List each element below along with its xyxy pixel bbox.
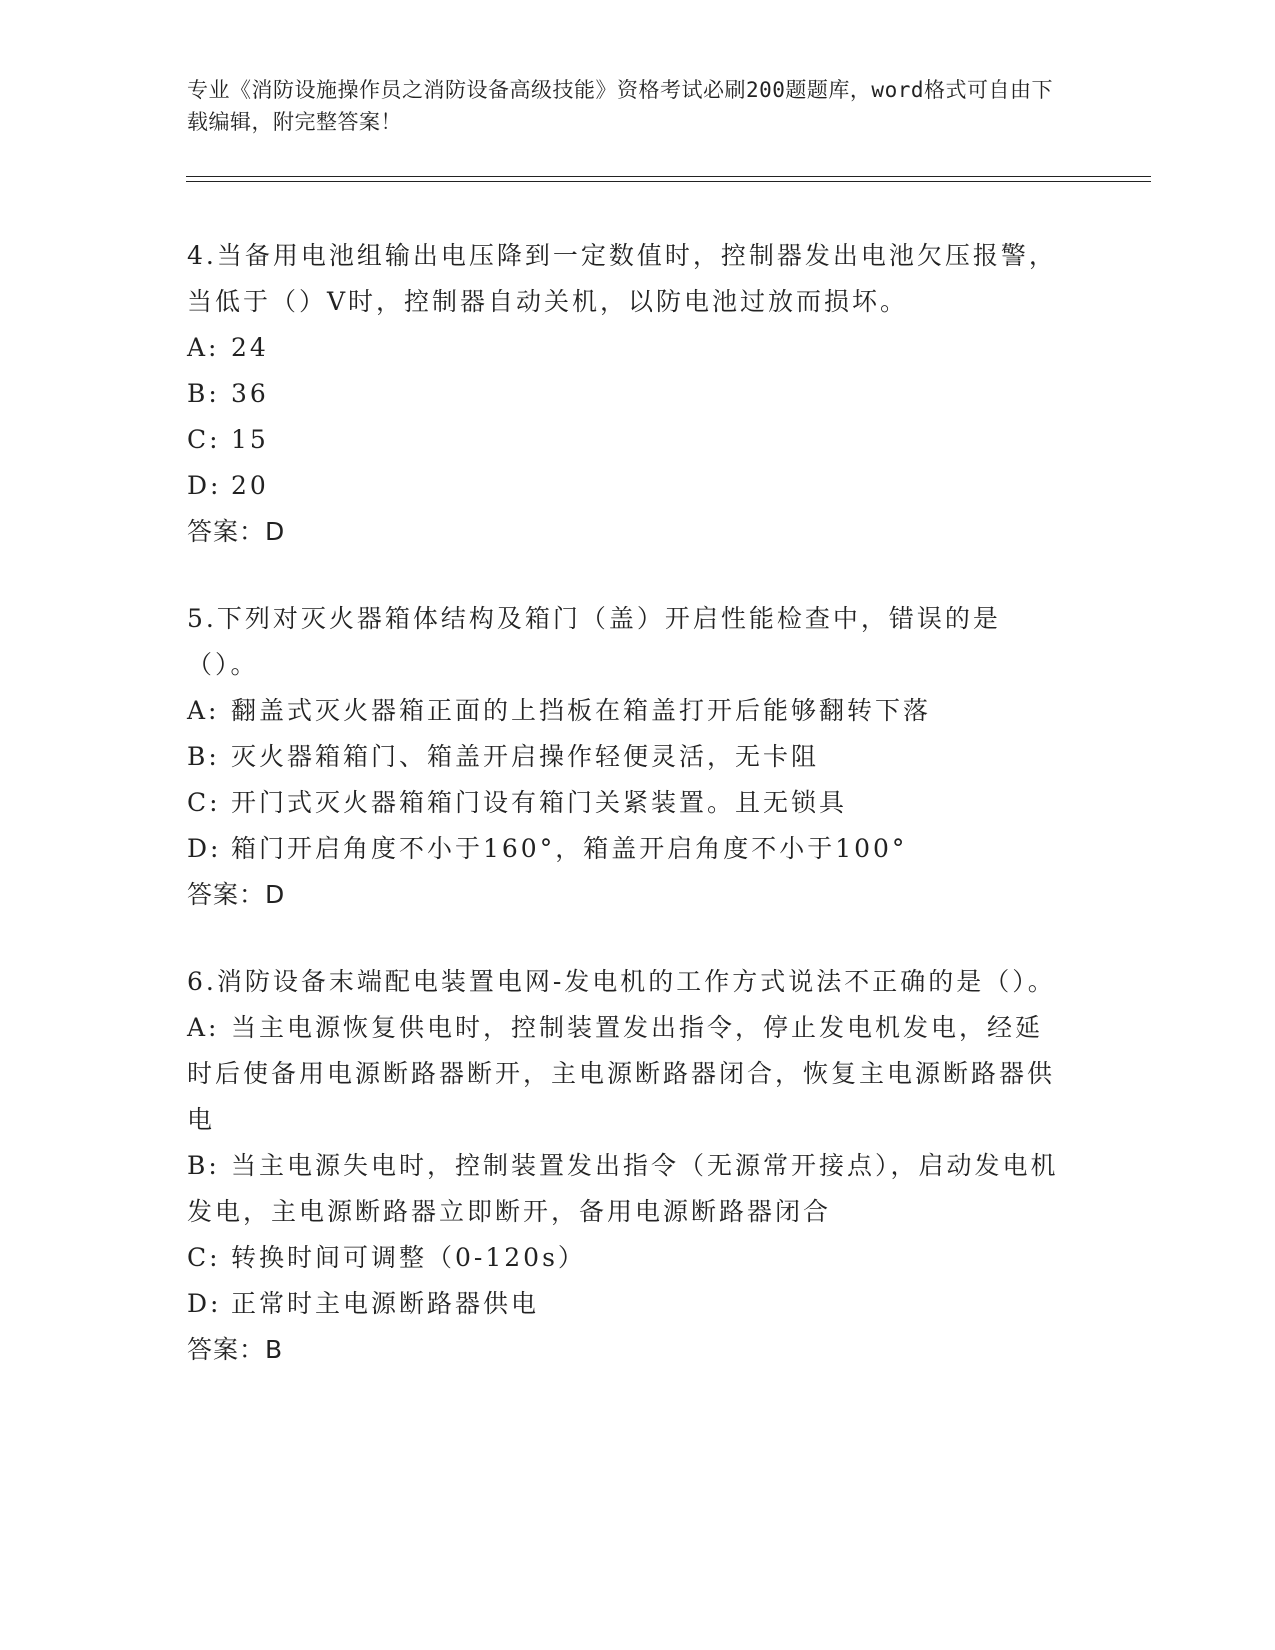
option-text: 转换时间可调整（0-120s） <box>231 1243 586 1272</box>
option-d <box>187 1281 1067 1327</box>
option-text: 36 <box>231 379 269 408</box>
document-header: 专业《消防设施操作员之消防设备高级技能》资格考试必刷200题题库，word格式可自由下载编辑，附完整答案！ <box>187 78 1053 134</box>
option-letter: C: <box>187 1243 221 1272</box>
option-letter: D: <box>187 834 222 863</box>
option-text: 20 <box>231 471 269 500</box>
header-divider-bottom <box>186 181 1151 182</box>
answer-line: 答案：B <box>187 1335 284 1364</box>
option-letter: A: <box>187 1013 220 1042</box>
header-divider-top <box>186 176 1151 177</box>
option-text: 正常时主电源断路器供电 <box>231 1289 540 1318</box>
option-b <box>187 1143 1067 1235</box>
option-c <box>187 780 1067 826</box>
question-stem: 5.下列对灭火器箱体结构及箱门（盖）开启性能检查中，错误的是（）。 <box>187 604 1001 679</box>
option-letter: B: <box>187 742 220 771</box>
option-d <box>187 463 1067 509</box>
option-c <box>187 1235 1067 1281</box>
option-a <box>187 688 1067 734</box>
option-letter: D: <box>187 471 222 500</box>
option-letter: D: <box>187 1289 222 1318</box>
option-text: 24 <box>231 333 269 362</box>
option-text: 当主电源失电时，控制装置发出指令（无源常开接点），启动发电机发电，主电源断路器立即断开，备用电源断路器闭合 <box>187 1151 1059 1226</box>
answer-line: 答案：D <box>187 517 286 546</box>
option-text: 开门式灭火器箱箱门设有箱门关紧装置。且无锁具 <box>231 788 848 817</box>
option-letter: B: <box>187 1151 220 1180</box>
option-a <box>187 325 1067 371</box>
option-text: 当主电源恢复供电时，控制装置发出指令，停止发电机发电，经延时后使备用电源断路器断开，主电源断路器闭合，恢复主电源断路器供电 <box>187 1013 1056 1134</box>
option-letter: C: <box>187 425 221 454</box>
option-b <box>187 371 1067 417</box>
option-letter: A: <box>187 696 220 725</box>
option-text: 箱门开启角度不小于160°，箱盖开启角度不小于100° <box>231 834 908 863</box>
question-stem: 6.消防设备末端配电装置电网-发电机的工作方式说法不正确的是（）。 <box>187 967 1056 996</box>
question-6 <box>187 959 1067 1373</box>
question-stem: 4.当备用电池组输出电压降到一定数值时，控制器发出电池欠压报警，当低于（）V时，控制器自动关机，以防电池过放而损坏。 <box>187 241 1057 316</box>
option-text: 15 <box>231 425 269 454</box>
answer-line: 答案：D <box>187 880 286 909</box>
option-letter: B: <box>187 379 220 408</box>
option-letter: C: <box>187 788 221 817</box>
option-b <box>187 734 1067 780</box>
option-c <box>187 417 1067 463</box>
option-text: 灭火器箱箱门、箱盖开启操作轻便灵活，无卡阻 <box>231 742 820 771</box>
option-d <box>187 826 1067 872</box>
option-a <box>187 1005 1067 1143</box>
option-letter: A: <box>187 333 220 362</box>
question-5 <box>187 596 1067 918</box>
option-text: 翻盖式灭火器箱正面的上挡板在箱盖打开后能够翻转下落 <box>231 696 932 725</box>
question-4 <box>187 233 1067 555</box>
